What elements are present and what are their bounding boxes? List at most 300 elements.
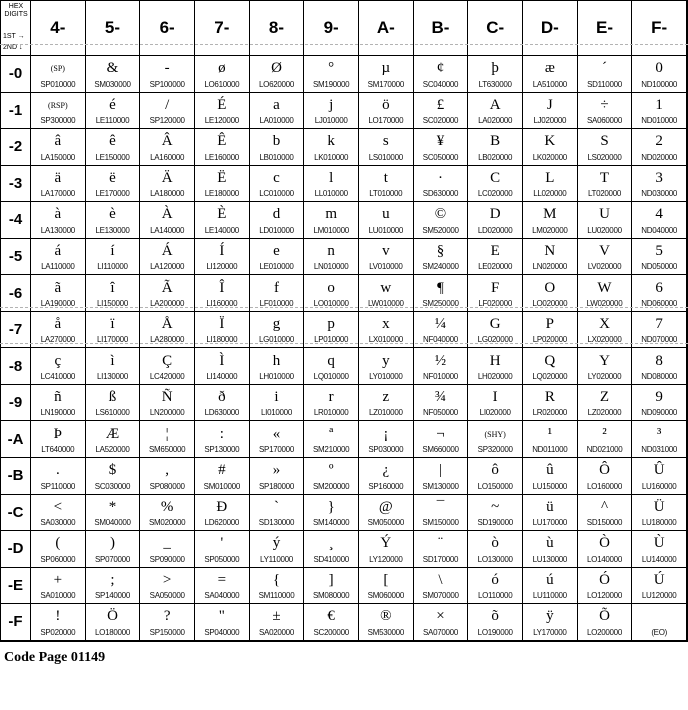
glyph-cell-FB — [632, 458, 687, 495]
glyph-cell-B1 — [414, 93, 469, 130]
glyph-cell-40 — [31, 56, 86, 93]
cell-gcgid-code: LE140000 — [204, 225, 239, 235]
cell-character: & — [106, 60, 119, 77]
cell-gcgid-code: LI110000 — [97, 262, 128, 272]
cell-gcgid-code: LU160000 — [641, 481, 677, 491]
cell-character: c — [273, 169, 280, 186]
glyph-cell-D2 — [523, 129, 578, 166]
glyph-cell-C8 — [468, 348, 523, 385]
glyph-cell-90 — [304, 56, 359, 93]
glyph-cell-ED — [578, 531, 633, 568]
glyph-cell-EA — [578, 421, 633, 458]
cell-gcgid-code: LN010000 — [313, 262, 349, 272]
cell-gcgid-code: SD110000 — [587, 79, 622, 89]
cell-character: ( — [55, 535, 61, 552]
cell-character: ) — [109, 535, 115, 552]
glyph-cell-AA — [359, 421, 414, 458]
cell-character: (SHY) — [484, 429, 506, 439]
glyph-cell-C3 — [468, 166, 523, 203]
cell-character: ¾ — [434, 389, 447, 406]
glyph-cell-D3 — [523, 166, 578, 203]
cell-character: Þ — [53, 425, 62, 442]
cell-character: L — [545, 169, 555, 186]
cell-character: X — [599, 316, 610, 333]
cell-gcgid-code: SP080000 — [149, 481, 185, 491]
glyph-cell-DB — [523, 458, 578, 495]
glyph-cell-BE — [414, 568, 469, 605]
col-header-C: C- — [468, 1, 523, 56]
cell-gcgid-code: LY020000 — [587, 371, 622, 381]
cell-character: á — [54, 243, 62, 259]
cell-character: â — [54, 133, 62, 150]
cell-character: ? — [163, 608, 171, 625]
cell-character: ø — [218, 60, 226, 77]
cell-gcgid-code: LI020000 — [479, 408, 511, 418]
cell-character: - — [164, 60, 170, 77]
cell-character: Ð — [216, 498, 228, 515]
cell-character: l — [329, 169, 334, 186]
cell-character: © — [434, 206, 447, 223]
glyph-cell-E8 — [578, 348, 633, 385]
cell-character: R — [544, 389, 555, 406]
glyph-cell-E5 — [578, 239, 633, 276]
cell-gcgid-code: LX010000 — [368, 335, 403, 345]
cell-gcgid-code: LD620000 — [204, 518, 240, 528]
cell-character: + — [53, 571, 63, 588]
cell-gcgid-code: LE010000 — [259, 262, 294, 272]
cell-character: ú — [546, 571, 554, 588]
glyph-cell-50 — [86, 56, 141, 93]
cell-character: Ä — [161, 169, 173, 186]
glyph-cell-FD — [632, 531, 687, 568]
cell-gcgid-code: ND020000 — [641, 152, 678, 162]
cell-character: H — [489, 352, 501, 369]
hex-digits-label — [3, 3, 29, 19]
cell-character: ÷ — [600, 96, 609, 113]
glyph-cell-EC — [578, 495, 633, 532]
glyph-cell-66 — [140, 275, 195, 312]
cell-character: | — [438, 462, 442, 479]
cell-character: [ — [383, 571, 389, 588]
cell-character: % — [160, 498, 174, 515]
cell-gcgid-code: SA040000 — [204, 591, 240, 601]
cell-gcgid-code: LW020000 — [586, 298, 623, 308]
glyph-cell-61 — [140, 93, 195, 130]
cell-gcgid-code: LO610000 — [204, 79, 240, 89]
glyph-cell-97 — [304, 312, 359, 349]
cell-character: / — [165, 96, 170, 113]
cell-gcgid-code: SM040000 — [94, 518, 131, 528]
glyph-cell-94 — [304, 202, 359, 239]
cell-character: (RSP) — [48, 100, 68, 110]
glyph-cell-45 — [31, 239, 86, 276]
cell-character: ¿ — [382, 462, 390, 479]
cell-character: » — [272, 462, 281, 479]
cell-character: 3 — [655, 169, 663, 186]
cell-gcgid-code: LU180000 — [641, 518, 677, 528]
cell-character: m — [325, 206, 337, 223]
glyph-cell-CD — [468, 531, 523, 568]
glyph-cell-84 — [250, 202, 305, 239]
glyph-cell-F0 — [632, 56, 687, 93]
cell-character: Z — [599, 389, 610, 406]
cell-gcgid-code: LG020000 — [477, 335, 513, 345]
cell-gcgid-code: LP020000 — [532, 335, 567, 345]
cell-character: 0 — [655, 60, 663, 77]
glyph-cell-B3 — [414, 166, 469, 203]
cell-gcgid-code: SD190000 — [477, 518, 513, 528]
cell-gcgid-code: NF040000 — [423, 335, 458, 345]
cell-gcgid-code: LT020000 — [587, 189, 622, 199]
glyph-cell-DC — [523, 495, 578, 532]
cell-character: < — [53, 498, 63, 515]
glyph-cell-C1 — [468, 93, 523, 130]
cell-gcgid-code: LT630000 — [478, 79, 512, 89]
cell-gcgid-code: LD010000 — [259, 225, 294, 235]
cell-gcgid-code: SD150000 — [586, 518, 623, 528]
glyph-cell-A9 — [359, 385, 414, 422]
glyph-cell-C9 — [468, 385, 523, 422]
glyph-cell-83 — [250, 166, 305, 203]
cell-gcgid-code: SA060000 — [587, 116, 622, 126]
cell-character: é — [109, 96, 116, 113]
cell-character: J — [546, 96, 553, 113]
glyph-cell-73 — [195, 166, 250, 203]
glyph-cell-4A — [31, 421, 86, 458]
cell-gcgid-code: SD410000 — [313, 554, 349, 564]
cell-character: ¸ — [328, 535, 334, 552]
glyph-cell-7A — [195, 421, 250, 458]
glyph-cell-4E — [31, 568, 86, 605]
cell-character: Y — [599, 352, 610, 369]
cell-gcgid-code: LE180000 — [204, 189, 239, 199]
glyph-cell-EB — [578, 458, 633, 495]
cell-gcgid-code: LC020000 — [477, 189, 513, 199]
cell-character: " — [218, 608, 225, 625]
cell-gcgid-code: LO170000 — [368, 116, 404, 126]
cell-character: Æ — [105, 425, 120, 442]
cell-gcgid-code: LV020000 — [587, 262, 622, 272]
cell-character: k — [327, 133, 335, 150]
cell-gcgid-code: LA510000 — [532, 79, 567, 89]
cell-gcgid-code: LO190000 — [477, 627, 513, 637]
cell-gcgid-code: SP170000 — [259, 445, 294, 455]
cell-character: è — [109, 206, 116, 223]
glyph-cell-F7 — [632, 312, 687, 349]
cell-character: S — [600, 133, 609, 150]
cell-character: v — [382, 243, 390, 259]
cell-gcgid-code: LA010000 — [259, 116, 294, 126]
glyph-cell-A0 — [359, 56, 414, 93]
col-header-6: 6- — [140, 1, 195, 56]
glyph-cell-BA — [414, 421, 469, 458]
cell-gcgid-code: LE120000 — [204, 116, 239, 126]
cell-gcgid-code: SM190000 — [313, 79, 350, 89]
glyph-cell-93 — [304, 166, 359, 203]
col-header-A: A- — [359, 1, 414, 56]
cell-gcgid-code: LO140000 — [587, 554, 622, 564]
cell-character: ò — [491, 535, 499, 552]
col-header-E: E- — [578, 1, 633, 56]
glyph-cell-5F — [86, 604, 141, 641]
cell-character: Ñ — [161, 389, 173, 406]
cell-gcgid-code: SM520000 — [422, 225, 459, 235]
glyph-cell-F6 — [632, 275, 687, 312]
cell-character: î — [110, 279, 115, 296]
second-digit-arrow-label: 2ND ↓ — [3, 44, 23, 51]
cell-character: ° — [328, 60, 335, 77]
cell-gcgid-code: LH020000 — [477, 371, 513, 381]
cell-gcgid-code: NF050000 — [423, 408, 458, 418]
cell-character: A — [489, 96, 501, 113]
cell-character: C — [490, 169, 501, 186]
glyph-cell-DD — [523, 531, 578, 568]
glyph-cell-9B — [304, 458, 359, 495]
cell-gcgid-code: LN020000 — [532, 262, 568, 272]
glyph-cell-6D — [140, 531, 195, 568]
glyph-cell-E2 — [578, 129, 633, 166]
glyph-cell-FE — [632, 568, 687, 605]
cell-gcgid-code: LN200000 — [149, 408, 185, 418]
glyph-cell-71 — [195, 93, 250, 130]
glyph-cell-8F — [250, 604, 305, 641]
cell-gcgid-code: LZ010000 — [369, 408, 403, 418]
glyph-cell-4C — [31, 495, 86, 532]
col-header-8: 8- — [250, 1, 305, 56]
glyph-cell-A8 — [359, 348, 414, 385]
cell-gcgid-code: LX020000 — [587, 335, 622, 345]
cell-gcgid-code: SP150000 — [149, 627, 185, 637]
cell-gcgid-code: ND090000 — [641, 408, 678, 418]
glyph-cell-68 — [140, 348, 195, 385]
row-header-9: -9 — [1, 385, 31, 422]
glyph-cell-6A — [140, 421, 195, 458]
glyph-cell-64 — [140, 202, 195, 239]
cell-gcgid-code: SM150000 — [422, 518, 459, 528]
glyph-cell-D1 — [523, 93, 578, 130]
glyph-cell-DE — [523, 568, 578, 605]
cell-character: Ô — [599, 462, 610, 479]
cell-character: V — [599, 243, 610, 259]
cell-character: ¦ — [165, 425, 169, 442]
cell-character: ù — [546, 535, 554, 552]
cell-character: ã — [54, 279, 62, 296]
cell-character: n — [327, 243, 335, 259]
glyph-cell-7F — [195, 604, 250, 641]
glyph-cell-96 — [304, 275, 359, 312]
cell-gcgid-code: ND050000 — [641, 262, 678, 272]
glyph-cell-B9 — [414, 385, 469, 422]
glyph-cell-F4 — [632, 202, 687, 239]
cell-gcgid-code: LL020000 — [533, 189, 567, 199]
cell-gcgid-code: LU010000 — [368, 225, 404, 235]
cell-character: Õ — [599, 608, 610, 625]
row-header-F: -F — [1, 604, 31, 641]
cell-gcgid-code: LI120000 — [206, 262, 238, 272]
cell-gcgid-code: SD130000 — [258, 518, 295, 528]
cell-gcgid-code: LA190000 — [40, 298, 75, 308]
cell-gcgid-code: LE020000 — [478, 262, 513, 272]
cell-gcgid-code: LA280000 — [150, 335, 185, 345]
cell-character: û — [546, 462, 554, 479]
glyph-cell-9E — [304, 568, 359, 605]
cell-character: $ — [108, 462, 117, 479]
cell-gcgid-code: LA110000 — [41, 262, 75, 272]
cell-character: À — [161, 206, 173, 223]
cell-character: _ — [163, 535, 171, 552]
cell-gcgid-code: SA010000 — [40, 591, 76, 601]
glyph-cell-CA — [468, 421, 523, 458]
cell-gcgid-code: LA270000 — [40, 335, 75, 345]
glyph-cell-91 — [304, 93, 359, 130]
cell-character: Ú — [653, 571, 665, 588]
cell-gcgid-code: LY010000 — [369, 371, 403, 381]
cell-gcgid-code: LD020000 — [477, 225, 513, 235]
cell-gcgid-code: LA130000 — [40, 225, 75, 235]
cell-character — [632, 604, 686, 628]
col-header-4: 4- — [31, 1, 86, 56]
cell-gcgid-code: SP040000 — [204, 627, 240, 637]
cell-gcgid-code: LY110000 — [260, 554, 293, 564]
row-header-0: -0 — [1, 56, 31, 93]
cell-character: @ — [378, 498, 393, 515]
page-title: Code Page 01149 — [4, 650, 106, 665]
glyph-cell-BC — [414, 495, 469, 532]
cell-gcgid-code: LR010000 — [313, 408, 349, 418]
glyph-cell-DF — [523, 604, 578, 641]
cell-gcgid-code: LS020000 — [587, 152, 622, 162]
cell-character: ® — [380, 608, 392, 625]
cell-gcgid-code: LA150000 — [40, 152, 75, 162]
glyph-cell-47 — [31, 312, 86, 349]
cell-character: ê — [109, 133, 116, 150]
glyph-cell-E6 — [578, 275, 633, 312]
glyph-cell-42 — [31, 129, 86, 166]
glyph-cell-70 — [195, 56, 250, 93]
cell-gcgid-code: LU110000 — [532, 591, 567, 601]
cell-character: O — [544, 279, 556, 296]
glyph-cell-5A — [86, 421, 141, 458]
glyph-cell-AD — [359, 531, 414, 568]
glyph-cell-6B — [140, 458, 195, 495]
cell-character: r — [328, 389, 334, 406]
glyph-cell-87 — [250, 312, 305, 349]
glyph-cell-67 — [140, 312, 195, 349]
cell-character: ¢ — [436, 60, 445, 77]
cell-gcgid-code: SM170000 — [367, 79, 404, 89]
cell-gcgid-code: LI150000 — [97, 298, 128, 308]
glyph-cell-AE — [359, 568, 414, 605]
cell-gcgid-code: LC010000 — [259, 189, 294, 199]
cell-gcgid-code: ND080000 — [641, 371, 678, 381]
glyph-cell-F1 — [632, 93, 687, 130]
glyph-cell-D0 — [523, 56, 578, 93]
cell-character: i — [274, 389, 279, 406]
cell-gcgid-code: ND040000 — [641, 225, 678, 235]
cell-gcgid-code: LM020000 — [532, 225, 568, 235]
cell-gcgid-code: LO620000 — [259, 79, 294, 89]
cell-character: ÿ — [546, 608, 554, 625]
cell-gcgid-code: ND011000 — [532, 445, 568, 455]
glyph-cell-FF — [632, 604, 687, 641]
glyph-cell-C7 — [468, 312, 523, 349]
cell-character: ] — [328, 571, 334, 588]
cell-gcgid-code: LU170000 — [532, 518, 568, 528]
cell-character: M — [543, 206, 557, 223]
cell-character: W — [597, 279, 612, 296]
cell-gcgid-code: SP030000 — [368, 445, 404, 455]
glyph-cell-53 — [86, 166, 141, 203]
cell-gcgid-code: LE170000 — [95, 189, 130, 199]
cell-character: ¨ — [437, 535, 443, 552]
hex-label-line1: HEX — [8, 3, 24, 10]
cell-character: # — [218, 462, 226, 479]
cell-gcgid-code: LJ020000 — [533, 116, 567, 126]
cell-character: å — [54, 316, 62, 333]
cell-character: ô — [491, 462, 499, 479]
cell-gcgid-code: LI130000 — [97, 371, 128, 381]
glyph-cell-E9 — [578, 385, 633, 422]
glyph-cell-6E — [140, 568, 195, 605]
cell-gcgid-code: LA160000 — [150, 152, 185, 162]
cell-character: Q — [544, 352, 556, 369]
cell-character: f — [273, 279, 279, 296]
cell-gcgid-code: SC200000 — [313, 627, 349, 637]
cell-character: e — [273, 243, 280, 259]
cell-character: 1 — [655, 96, 663, 113]
glyph-cell-43 — [31, 166, 86, 203]
glyph-cell-89 — [250, 385, 305, 422]
glyph-cell-4F — [31, 604, 86, 641]
cell-gcgid-code: SM240000 — [422, 262, 459, 272]
glyph-cell-57 — [86, 312, 141, 349]
cell-character: j — [329, 96, 334, 113]
glyph-cell-86 — [250, 275, 305, 312]
cell-character: · — [437, 169, 443, 186]
cell-character: ' — [220, 535, 224, 552]
cell-character: ï — [110, 316, 115, 333]
glyph-cell-CF — [468, 604, 523, 641]
cell-gcgid-code: LK020000 — [532, 152, 567, 162]
cell-gcgid-code: LF010000 — [259, 298, 294, 308]
cell-gcgid-code: LY120000 — [369, 554, 403, 564]
cell-gcgid-code: LS610000 — [95, 408, 130, 418]
cell-gcgid-code: SA070000 — [423, 627, 458, 637]
glyph-cell-72 — [195, 129, 250, 166]
cell-character: « — [272, 425, 281, 442]
glyph-cell-7D — [195, 531, 250, 568]
cell-character: ¹ — [547, 425, 553, 442]
cell-character: w — [380, 279, 392, 296]
cell-gcgid-code: LO120000 — [587, 591, 622, 601]
cell-gcgid-code: LE110000 — [95, 116, 130, 126]
glyph-cell-5E — [86, 568, 141, 605]
cell-gcgid-code: SM200000 — [313, 481, 350, 491]
cell-character: ñ — [54, 389, 62, 406]
cell-gcgid-code: LQ010000 — [313, 371, 349, 381]
cell-character: Ã — [161, 279, 173, 296]
glyph-cell-D6 — [523, 275, 578, 312]
glyph-cell-A7 — [359, 312, 414, 349]
cell-gcgid-code: SP130000 — [204, 445, 240, 455]
cell-character: ¯ — [436, 498, 445, 515]
glyph-cell-A3 — [359, 166, 414, 203]
cell-character: ¼ — [434, 316, 447, 333]
cell-character: d — [272, 206, 281, 223]
glyph-cell-99 — [304, 385, 359, 422]
cell-gcgid-code: SP090000 — [149, 554, 185, 564]
cell-gcgid-code: SA050000 — [149, 591, 185, 601]
